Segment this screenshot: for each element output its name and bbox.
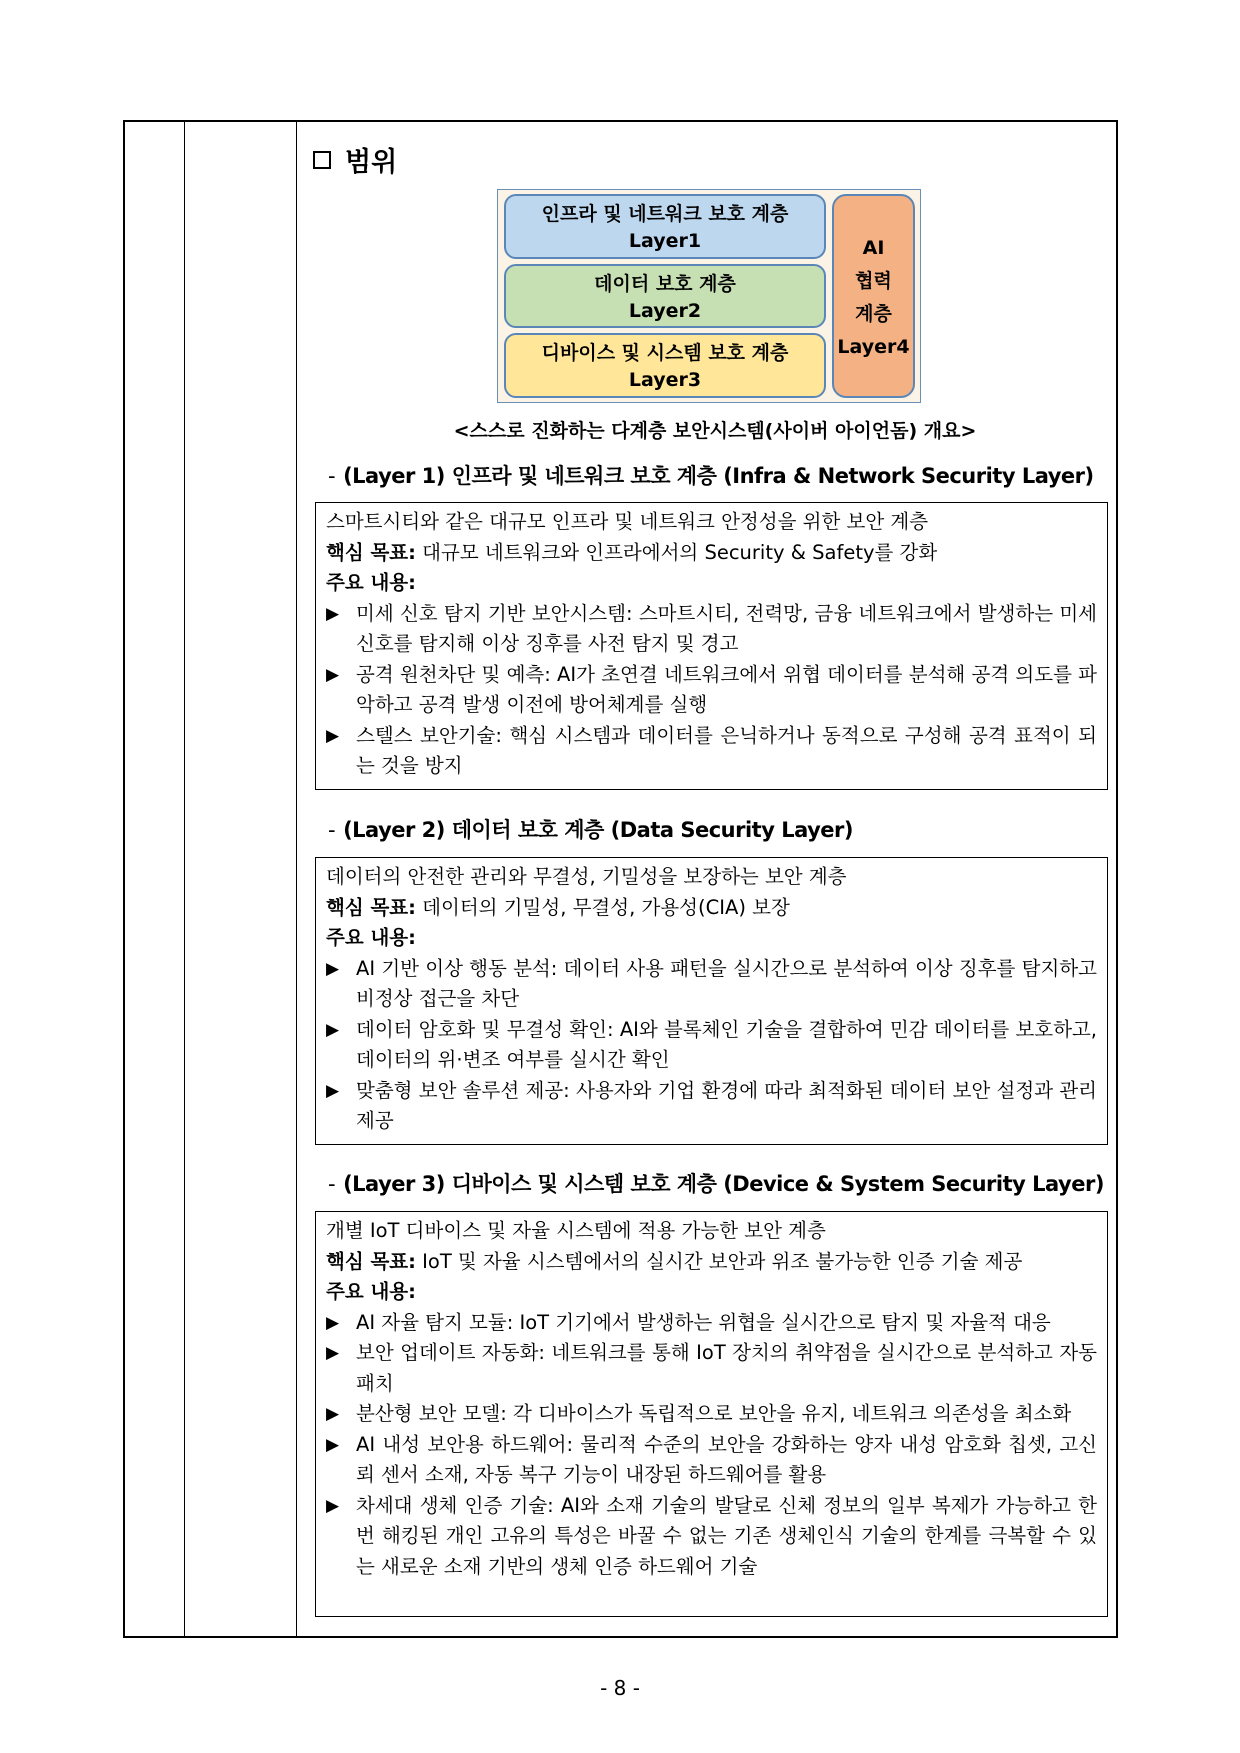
checkbox-square-icon bbox=[313, 151, 331, 169]
layer4-label: Layer4 bbox=[837, 336, 910, 358]
section-intro: 데이터의 안전한 관리와 무결성, 기밀성을 보장하는 보안 계층 bbox=[326, 865, 847, 888]
list-item bbox=[326, 1015, 1097, 1076]
list-item bbox=[326, 954, 1097, 1015]
section-box-layer3 bbox=[315, 1211, 1108, 1617]
section-goal bbox=[326, 893, 1097, 924]
bullet-triangle-icon: ▶ bbox=[326, 1404, 340, 1424]
goal-text: IoT 및 자율 시스템에서의 실시간 보안과 위조 불가능한 인증 기술 제공 bbox=[422, 1249, 1023, 1273]
list-item-text: 보안 업데이트 자동화: 네트워크를 통해 IoT 장치의 취약점을 실시간으로 분석하고 자동 패치 bbox=[356, 1341, 1097, 1395]
column-divider bbox=[184, 122, 185, 1636]
list-item bbox=[326, 1076, 1097, 1137]
bullet-triangle-icon: ▶ bbox=[326, 664, 340, 685]
bullet-triangle-icon: ▶ bbox=[326, 1080, 340, 1101]
list-item-text: AI 자율 탐지 모듈: IoT 기기에서 발생하는 위협을 실시간으로 탐지 및 자율적 대응 bbox=[356, 1310, 1051, 1334]
section-box-layer1 bbox=[315, 502, 1108, 790]
list-item bbox=[326, 1399, 1097, 1430]
page-number: - 8 - bbox=[600, 1676, 640, 1700]
section-goal bbox=[326, 538, 1097, 569]
bullet-triangle-icon: ▶ bbox=[326, 1495, 340, 1516]
content-label: 주요 내용: bbox=[326, 571, 416, 594]
section-goal bbox=[326, 1247, 1097, 1278]
section-title-text: (Layer 3) 디바이스 및 시스템 보호 계층 (Device & System Security Layer) bbox=[343, 1172, 1104, 1196]
list-item bbox=[326, 599, 1097, 660]
layer4-line2: 협력 bbox=[855, 270, 892, 292]
goal-text: 데이터의 기밀성, 무결성, 가용성(CIA) 보장 bbox=[422, 895, 790, 919]
list-item bbox=[326, 1430, 1097, 1491]
list-item-text: 차세대 생체 인증 기술: AI와 소재 기술의 발달로 신체 정보의 일부 복제가 가능하고 한 번 해킹된 개인 고유의 특성은 바꿀 수 없는 기존 생체인식 기술의 한계를 극복할 수 있는 새로운 소재 기반의 생체 인증 하드웨어 기술 bbox=[356, 1493, 1097, 1578]
column-divider bbox=[296, 122, 297, 1636]
section-heading bbox=[313, 140, 397, 179]
bullet-triangle-icon: ▶ bbox=[326, 1343, 340, 1363]
section-title-layer1: - (Layer 1) 인프라 및 네트워크 보호 계층 (Infra & Network Security Layer) bbox=[328, 464, 1094, 488]
list-item-text: 데이터 암호화 및 무결성 확인: AI와 블록체인 기술을 결합하여 민감 데이터를 보호하고, 데이터의 위·변조 여부를 실시간 확인 bbox=[356, 1017, 1097, 1071]
list-item-text: 분산형 보안 모델: 각 디바이스가 독립적으로 보안을 유지, 네트워크 의존성을 최소화 bbox=[356, 1402, 1072, 1425]
section-title-text: (Layer 2) 데이터 보호 계층 (Data Security Layer) bbox=[343, 818, 854, 842]
section-intro: 스마트시티와 같은 대규모 인프라 및 네트워크 안정성을 위한 보안 계층 bbox=[326, 510, 929, 533]
diagram-layer3 bbox=[504, 333, 826, 398]
goal-text: 대규모 네트워크와 인프라에서의 Security & Safety를 강화 bbox=[422, 540, 938, 564]
list-item bbox=[326, 1491, 1097, 1583]
diagram-layer2 bbox=[504, 264, 826, 328]
diagram-layer1 bbox=[504, 194, 826, 259]
layer2-label: Layer2 bbox=[628, 300, 702, 322]
section-title-text: (Layer 1) 인프라 및 네트워크 보호 계층 (Infra & Network Security Layer) bbox=[343, 464, 1094, 488]
section-title-layer3: - (Layer 3) 디바이스 및 시스템 보호 계층 (Device & System Security Layer) bbox=[328, 1172, 1104, 1196]
layer1-name: 인프라 및 네트워크 보호 계층 bbox=[541, 203, 789, 225]
bullet-triangle-icon: ▶ bbox=[326, 958, 340, 979]
layer2-name: 데이터 보호 계층 bbox=[594, 273, 736, 295]
section-intro: 개별 IoT 디바이스 및 자율 시스템에 적용 가능한 보안 계층 bbox=[326, 1219, 826, 1242]
list-item bbox=[326, 660, 1097, 721]
diagram-caption: <스스로 진화하는 다계층 보안시스템(사이버 아이언돔) 개요> bbox=[453, 420, 977, 442]
goal-label: 핵심 목표: bbox=[326, 895, 416, 919]
heading-text: 범위 bbox=[345, 147, 398, 178]
content-label: 주요 내용: bbox=[326, 926, 416, 949]
bullet-triangle-icon: ▶ bbox=[326, 1434, 340, 1455]
list-item-text: 맞춤형 보안 솔루션 제공: 사용자와 기업 환경에 따라 최적화된 데이터 보안 설정과 관리 제공 bbox=[356, 1078, 1097, 1132]
list-item-text: 미세 신호 탐지 기반 보안시스템: 스마트시티, 전력망, 금융 네트워크에서 발생하는 미세 신호를 탐지해 이상 징후를 사전 탐지 및 경고 bbox=[356, 601, 1097, 655]
list-item-text: 공격 원천차단 및 예측: AI가 초연결 네트워크에서 위협 데이터를 분석해 공격 의도를 파악하고 공격 발생 이전에 방어체계를 실행 bbox=[356, 662, 1097, 716]
list-item-text: AI 기반 이상 행동 분석: 데이터 사용 패턴을 실시간으로 분석하여 이상 징후를 탐지하고 비정상 접근을 차단 bbox=[356, 956, 1097, 1010]
layer1-label: Layer1 bbox=[628, 230, 702, 252]
diagram-layer4 bbox=[832, 194, 915, 398]
content-label: 주요 내용: bbox=[326, 1280, 416, 1303]
bullet-triangle-icon: ▶ bbox=[326, 1019, 340, 1040]
list-item-text: 스텔스 보안기술: 핵심 시스템과 데이터를 은닉하거나 동적으로 구성해 공격 표적이 되는 것을 방지 bbox=[356, 723, 1097, 777]
list-item bbox=[326, 1308, 1097, 1339]
bullet-triangle-icon: ▶ bbox=[326, 725, 340, 746]
list-item-text: AI 내성 보안용 하드웨어: 물리적 수준의 보안을 강화하는 양자 내성 암호화 칩셋, 고신뢰 센서 소재, 자동 복구 기능이 내장된 하드웨어를 활용 bbox=[356, 1432, 1097, 1486]
list-item bbox=[326, 721, 1097, 782]
layer-diagram bbox=[497, 189, 921, 403]
layer4-line3: 계층 bbox=[855, 303, 892, 325]
goal-label: 핵심 목표: bbox=[326, 540, 416, 564]
layer3-label: Layer3 bbox=[628, 369, 702, 391]
bullet-triangle-icon: ▶ bbox=[326, 603, 340, 624]
section-box-layer2 bbox=[315, 857, 1108, 1145]
list-item bbox=[326, 1338, 1097, 1399]
layer4-line1: AI bbox=[862, 237, 885, 259]
bullet-triangle-icon: ▶ bbox=[326, 1312, 340, 1333]
goal-label: 핵심 목표: bbox=[326, 1249, 416, 1273]
section-title-layer2: - (Layer 2) 데이터 보호 계층 (Data Security Layer) bbox=[328, 818, 854, 842]
layer3-name: 디바이스 및 시스템 보호 계층 bbox=[541, 342, 789, 364]
